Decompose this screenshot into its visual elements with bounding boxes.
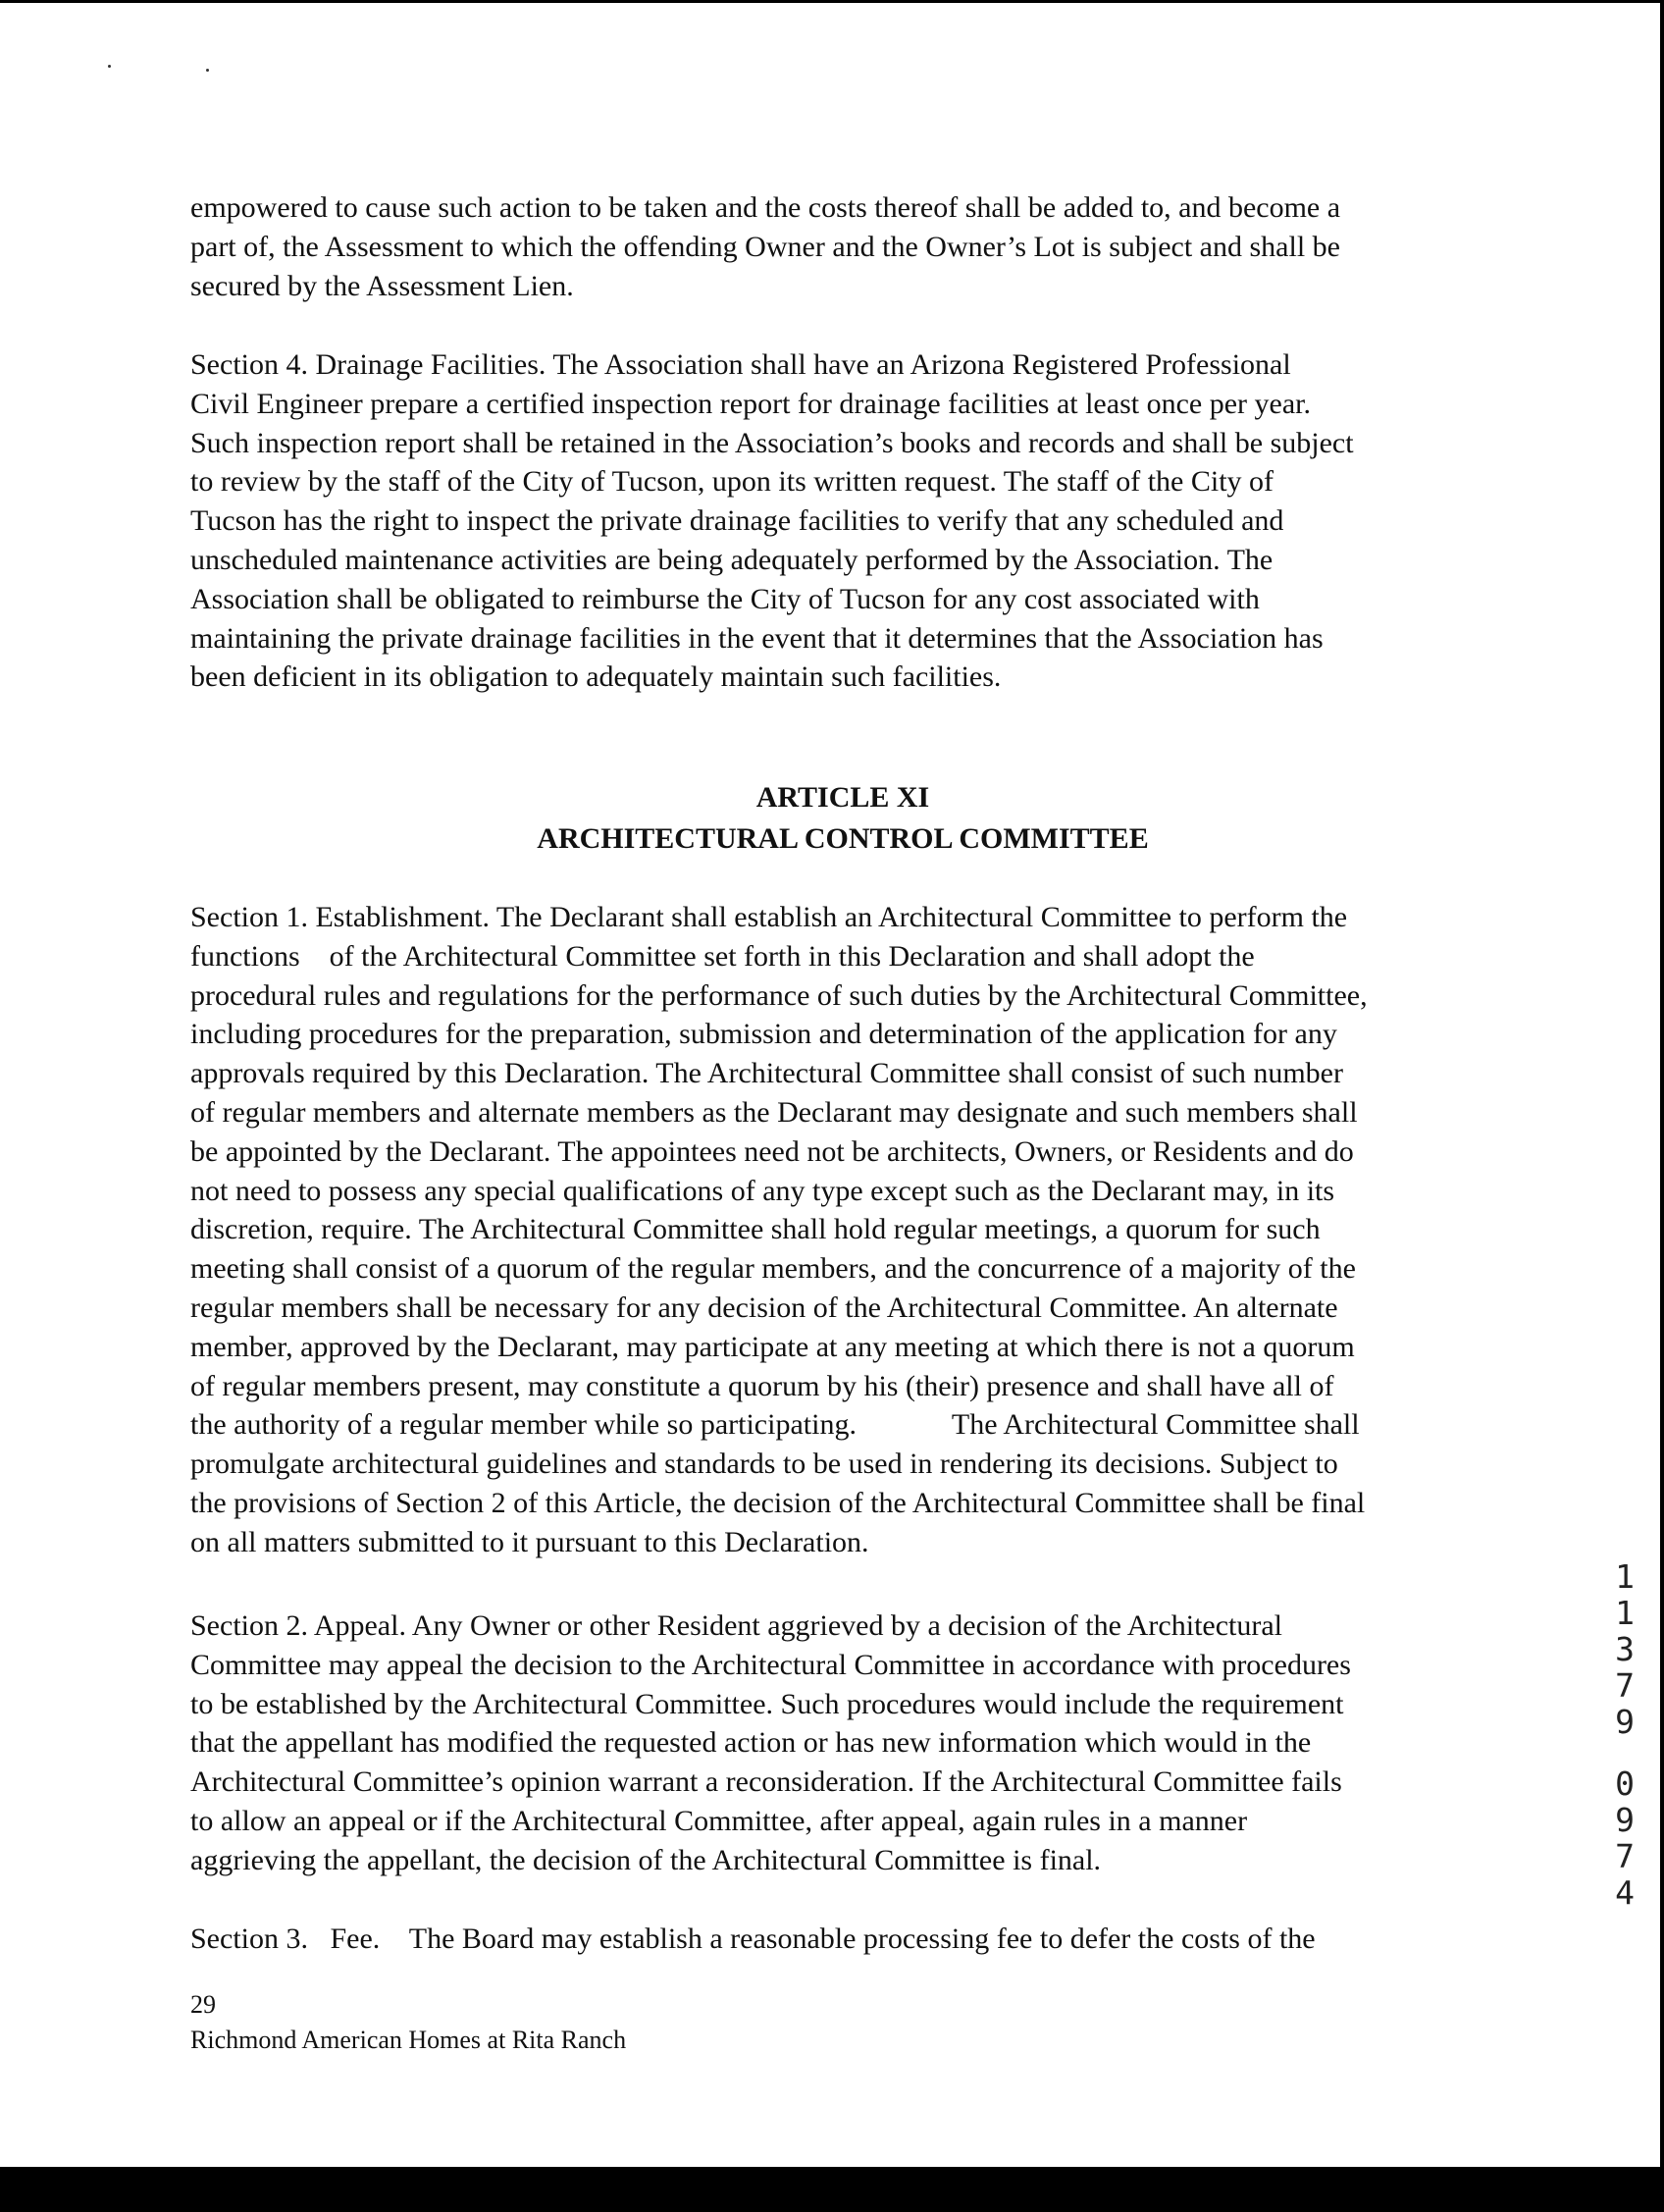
text-line: unscheduled maintenance activities are being adequately performed by the Association. The (190, 543, 1274, 576)
stamp-digit: 1 (1615, 1594, 1635, 1632)
text-line: procedural rules and regulations for the performance of such duties by the Architectural Committee, (190, 978, 1368, 1012)
stamp-digit: 1 (1615, 1557, 1635, 1596)
section-2-appeal (190, 1606, 1495, 1880)
page-number: 29 (190, 1990, 216, 2019)
text-line: maintaining the private drainage facilities in the event that it determines that the Association has (190, 621, 1324, 655)
text-line: approvals required by this Declaration. The Architectural Committee shall consist of such number (190, 1057, 1343, 1090)
text-line: Civil Engineer prepare a certified inspection report for drainage facilities at least once per year. (190, 387, 1311, 420)
article-number: ARTICLE XI (755, 781, 930, 814)
stamp-digit: 3 (1615, 1630, 1635, 1668)
article-title: ARCHITECTURAL CONTROL COMMITTEE (537, 822, 1149, 855)
text-line: of regular members present, may constitute a quorum by his (their) presence and shall have all of (190, 1369, 1334, 1402)
document-name: Richmond American Homes at Rita Ranch (190, 2026, 627, 2054)
stamp-gap (1605, 1740, 1644, 1765)
text-line: the authority of a regular member while so participating. The Architectural Committee shall (190, 1408, 1360, 1442)
text-line: Such inspection report shall be retained in the Association’s books and records and shall be subject (190, 426, 1354, 459)
text-line: that the appellant has modified the requested action or has new information which would in the (190, 1726, 1312, 1760)
scan-edge-top (0, 0, 1664, 3)
text-line: Tucson has the right to inspect the private drainage facilities to verify that any scheduled and (190, 504, 1284, 538)
section-3-fee (190, 1920, 1495, 1959)
scan-edge-bottom (0, 2167, 1664, 2212)
text-line: promulgate architectural guidelines and standards to be used in rendering its decisions. Subject to (190, 1448, 1338, 1481)
scan-speck (206, 69, 209, 72)
text-line: on all matters submitted to it pursuant to this Declaration. (190, 1525, 869, 1558)
section-1-establishment (190, 898, 1495, 1562)
text-line: of regular members and alternate members as the Declarant may designate and such members shall (190, 1095, 1358, 1129)
text-line: empowered to cause such action to be taken and the costs thereof shall be added to, and become a (190, 191, 1341, 224)
text-line: functions of the Architectural Committee set forth in this Declaration and shall adopt the (190, 939, 1255, 973)
article-heading (190, 777, 1495, 860)
paragraph-continuation (190, 188, 1495, 305)
text-line: Section 1. Establishment. The Declarant shall establish an Architectural Committee to perform the (190, 901, 1348, 933)
section-4-drainage-facilities (190, 345, 1495, 697)
page-footer (190, 1987, 626, 2058)
scan-edge-right (1660, 0, 1664, 2212)
text-line: Section 3. Fee. The Board may establish a reasonable processing fee to defer the costs of the (190, 1922, 1316, 1955)
recording-stamp (1605, 1558, 1644, 1911)
text-line: aggrieving the appellant, the decision of the Architectural Committee is final. (190, 1843, 1102, 1876)
text-line: secured by the Assessment Lien. (190, 269, 574, 302)
stamp-digit: 9 (1615, 1801, 1635, 1839)
text-line: regular members shall be necessary for any decision of the Architectural Committee. An alternate (190, 1290, 1338, 1324)
text-line: been deficient in its obligation to adequately maintain such facilities. (190, 660, 1002, 694)
text-line: including procedures for the preparation, submission and determination of the application for any (190, 1018, 1337, 1051)
text-line: be appointed by the Declarant. The appointees need not be architects, Owners, or Residents and do (190, 1134, 1354, 1168)
text-line: Section 2. Appeal. Any Owner or other Resident aggrieved by a decision of the Architectural (190, 1609, 1283, 1642)
text-line: part of, the Assessment to which the offending Owner and the Owner’s Lot is subject and shall be (190, 230, 1340, 263)
stamp-digit: 4 (1615, 1873, 1635, 1912)
text-line: not need to possess any special qualifications of any type except such as the Declarant may, in its (190, 1174, 1335, 1207)
text-line: Section 4. Drainage Facilities. The Association shall have an Arizona Registered Professional (190, 348, 1291, 381)
text-line: Association shall be obligated to reimburse the City of Tucson for any cost associated with (190, 582, 1260, 615)
stamp-digit: 0 (1615, 1764, 1635, 1803)
stamp-digit: 7 (1615, 1837, 1635, 1875)
text-line: to review by the staff of the City of Tucson, upon its written request. The staff of the City of (190, 465, 1274, 499)
stamp-digit: 7 (1615, 1666, 1635, 1705)
text-line: discretion, require. The Architectural Committee shall hold regular meetings, a quorum for such (190, 1213, 1321, 1246)
text-line: to allow an appeal or if the Architectural Committee, after appeal, again rules in a manner (190, 1804, 1248, 1837)
text-line: to be established by the Architectural Committee. Such procedures would include the requirement (190, 1687, 1344, 1720)
text-line: Architectural Committee’s opinion warrant a reconsideration. If the Architectural Committee fails (190, 1765, 1342, 1799)
text-line: Committee may appeal the decision to the Architectural Committee in accordance with procedures (190, 1648, 1351, 1681)
text-line: meeting shall consist of a quorum of the regular members, and the concurrence of a majority of the (190, 1252, 1356, 1286)
text-line: the provisions of Section 2 of this Article, the decision of the Architectural Committee shall be final (190, 1486, 1366, 1519)
scan-speck (108, 65, 111, 68)
text-line: member, approved by the Declarant, may participate at any meeting at which there is not a quorum (190, 1330, 1355, 1363)
stamp-digit: 9 (1615, 1703, 1635, 1741)
